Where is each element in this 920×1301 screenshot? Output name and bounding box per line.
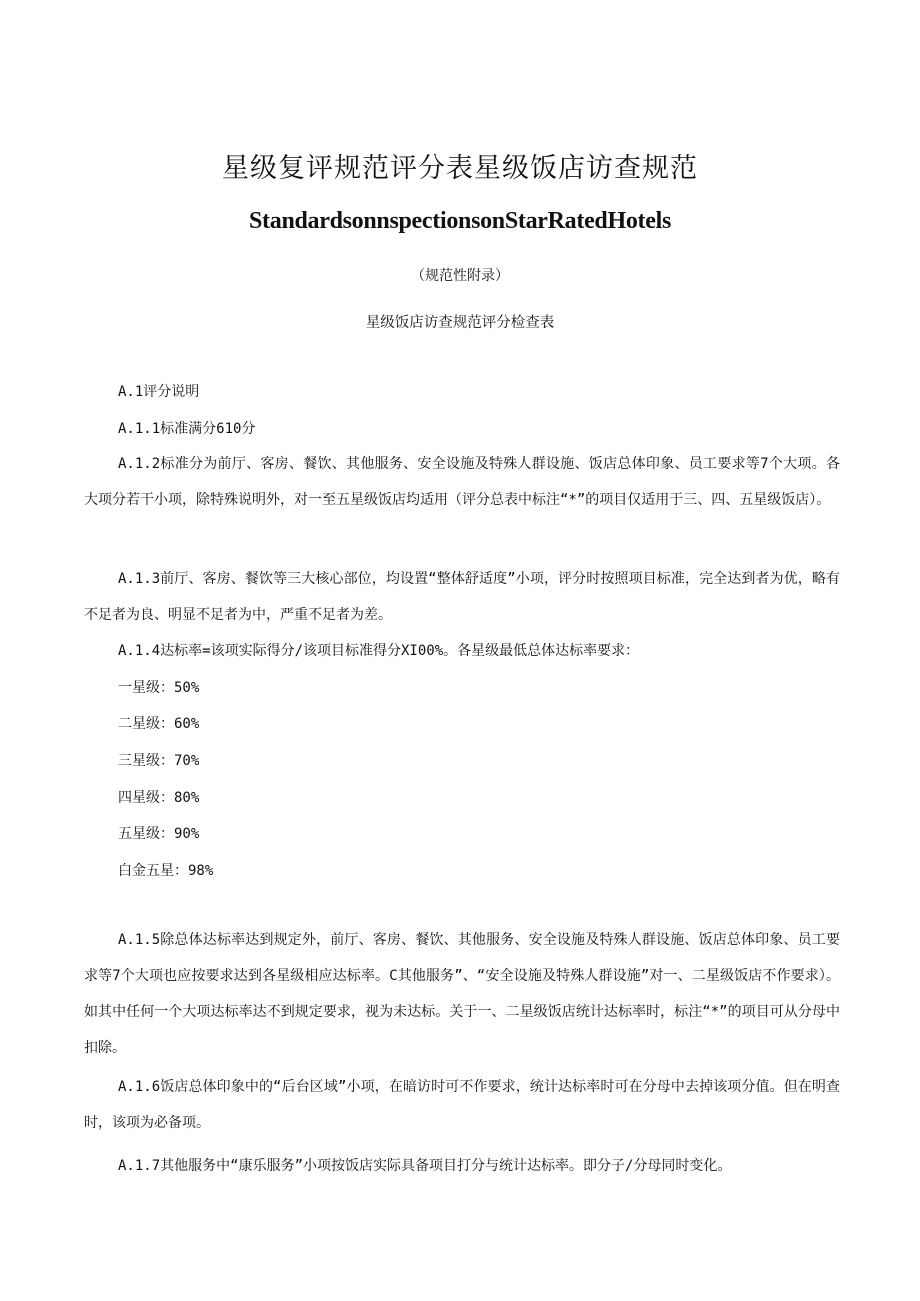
table-title: 星级饭店访查规范评分检查表 [365,315,555,331]
section-a1-2: A.1.2标准分为前厅、客房、餐饮、其他服务、安全设施及特殊人群设施、饭店总体印象、员工要求等7个大项。各大项分若干小项，除特殊说明外，对一至五星级饭店均适用（评分总表中标注“*”的项目仅适用于三、四、五星级饭店）。 [84,456,840,508]
level-row-four-star: 四星级：80% [118,790,200,806]
level-row-one-star: 一星级：50% [118,680,200,696]
section-a1-7: A.1.7其他服务中“康乐服务”小项按饭店实际具备项目打分与统计达标率。即分子/分母同时变化。 [118,1158,732,1174]
section-a1-heading: A.1评分说明 [118,384,200,400]
document-subtitle: （规范性附录） [411,268,509,284]
level-row-two-star: 二星级：60% [118,716,200,732]
level-row-five-star: 五星级：90% [118,826,200,842]
level-row-platinum-five-star: 白金五星：98% [118,863,214,879]
document-title-chinese: 星级复评规范评分表星级饭店访查规范 [222,153,698,184]
section-a1-1: A.1.1标准满分610分 [118,421,256,437]
document-title-english: StandardsonnspectionsonStarRatedHotels [249,208,671,234]
level-row-three-star: 三星级：70% [118,753,200,769]
section-a1-5: A.1.5除总体达标率达到规定外，前厅、客房、餐饮、其他服务、安全设施及特殊人群设施、饭店总体印象、员工要求等7个大项也应按要求达到各星级相应达标率。C其他服务”、“安全设施及特殊人群设施”对一、二星级饭店不作要求）。如其中任何一个大项达标率达不到规定要求，视为未达标。关于一、二星级饭店统计达标率时，标注“*”的项目可从分母中扣除。 [84,932,840,1056]
section-a1-4: A.1.4达标率=该项实际得分/该项目标准得分XI00%。各星级最低总体达标率要求： [118,643,640,659]
section-a1-3: A.1.3前厅、客房、餐饮等三大核心部位，均设置“整体舒适度”小项，评分时按照项目标准，完全达到者为优，略有不足者为良、明显不足者为中，严重不足者为差。 [84,571,840,623]
section-a1-6: A.1.6饭店总体印象中的“后台区域”小项，在暗访时可不作要求，统计达标率时可在分母中去掉该项分值。但在明查时，该项为必备项。 [84,1079,840,1131]
